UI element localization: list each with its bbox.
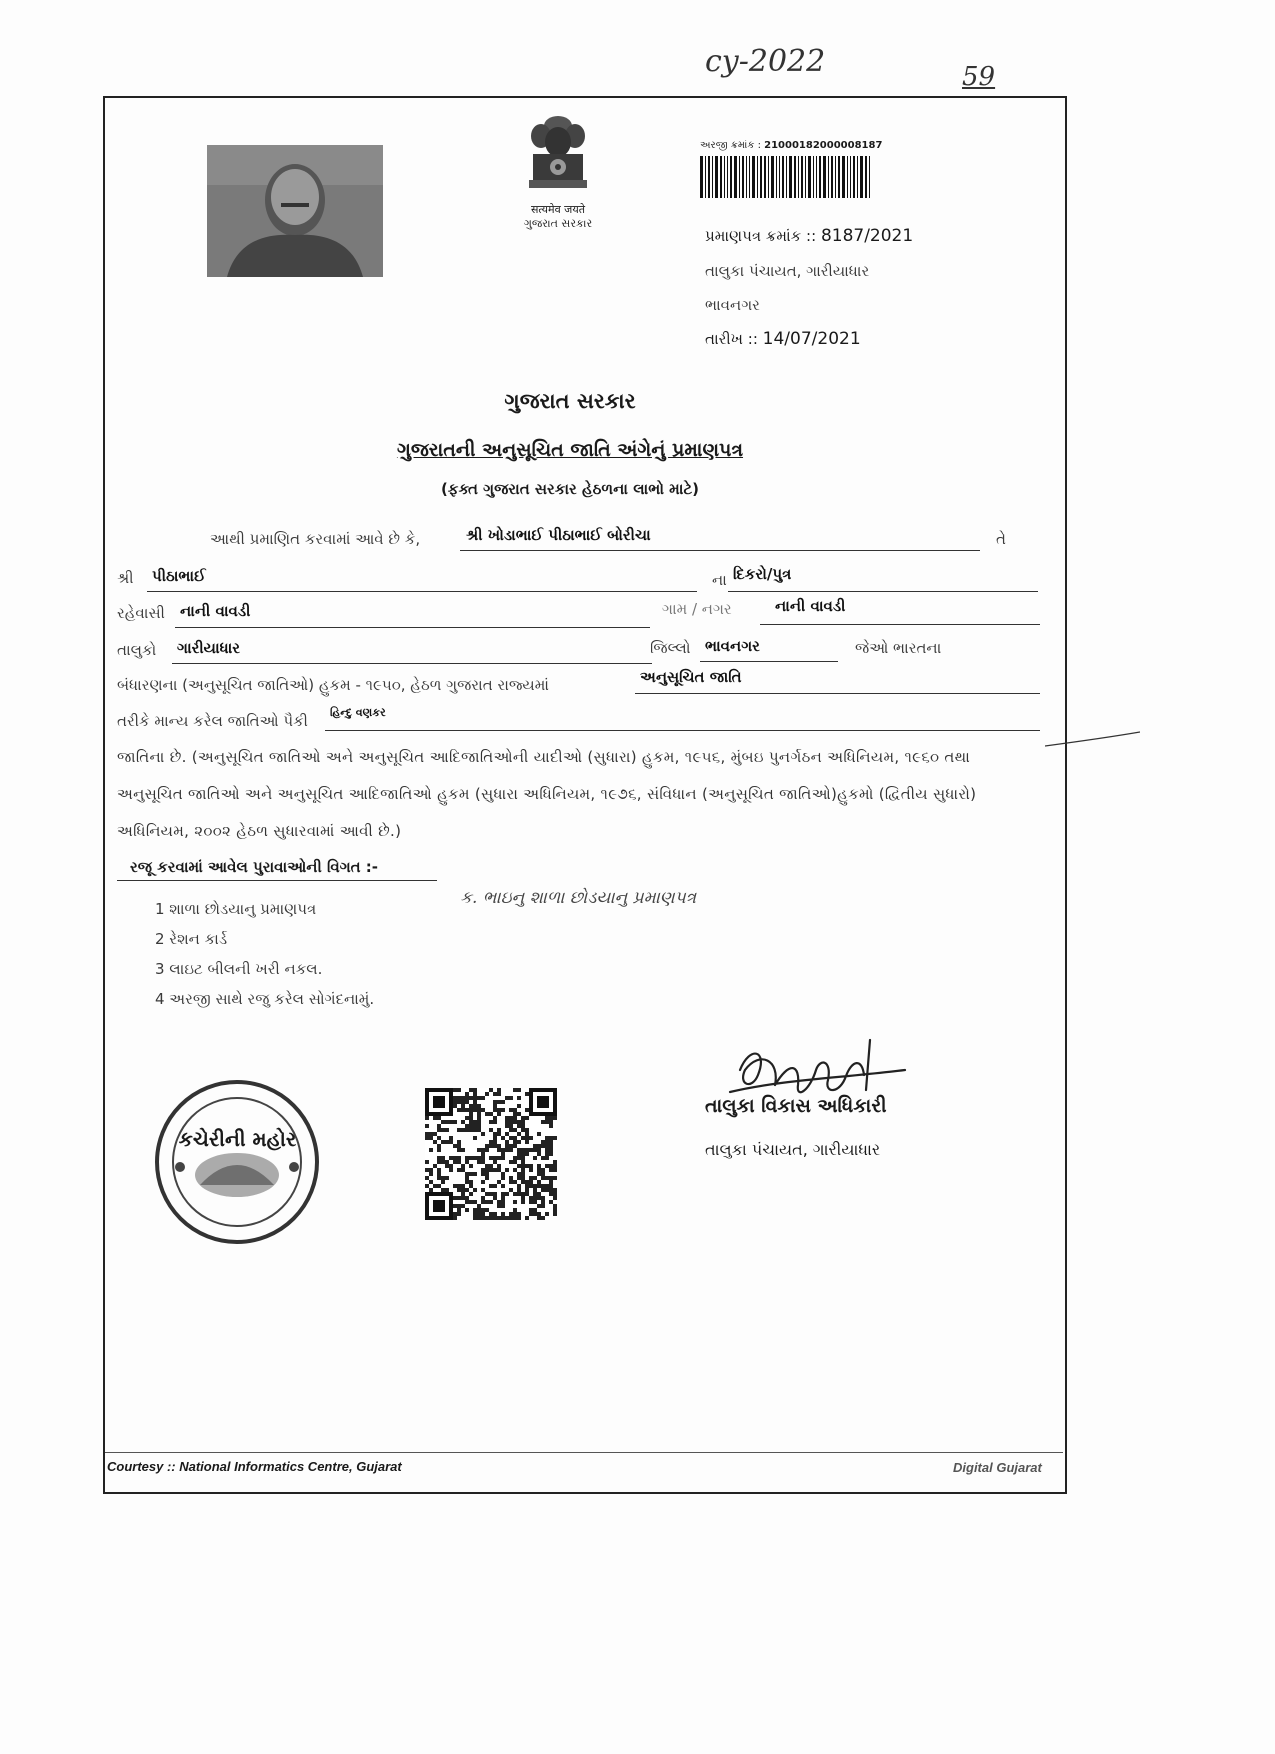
barcode-bar: [727, 156, 728, 198]
village-line: [760, 624, 1040, 625]
barcode-bar: [808, 156, 811, 198]
village-label: ગામ / નગર: [662, 600, 732, 618]
intro-text: આથી પ્રમાણિત કરવામાં આવે છે કે,: [210, 530, 421, 548]
evidence-item-1: 1 શાળા છોડયાનુ પ્રમાણપત્ર: [155, 900, 317, 918]
caste-line: [325, 730, 1040, 731]
legal-paragraph-line-2: અનુસૂચિત જાતિઓ અને અનુસૂચિત આદિજાતિઓ હુકમ (સુધારા અધિનિયમ, ૧૯૭૬, સંવિધાન (અનુસૂચિત જાતિઓ)હુકમો (દ્વિતીય સુધારો): [117, 785, 977, 803]
national-emblem: [508, 112, 608, 242]
page-number: 59: [962, 62, 996, 92]
signatory-title: તાલુકા વિકાસ અધિકારી: [705, 1095, 887, 1117]
margin-mark-icon: [1045, 728, 1140, 758]
barcode-bar: [724, 156, 725, 198]
barcode-bar: [835, 156, 836, 198]
barcode-icon: [700, 156, 912, 198]
certificate-number-label: પ્રમાણપત્ર ક્રમાંક: [705, 227, 802, 245]
barcode-bar: [712, 156, 713, 198]
barcode-bar: [823, 156, 826, 198]
barcode-bar: [705, 156, 706, 198]
barcode-bar: [700, 156, 703, 198]
barcode-bar: [779, 156, 780, 198]
father-name-line: [147, 591, 697, 592]
evidence-heading: રજૂ કરવામાં આવેલ પુરાવાઓની વિગત :-: [130, 858, 379, 876]
government-heading: ગુજરાત સરકાર: [504, 389, 636, 413]
barcode-bar: [734, 156, 737, 198]
district-value: ભાવનગર: [705, 637, 760, 655]
certificate-date-value: 14/07/2021: [762, 329, 861, 349]
barcode-bar: [760, 156, 762, 198]
qr-code: [425, 1088, 557, 1220]
barcode-bar: [739, 156, 740, 198]
resident-label: રહેવાસી: [117, 604, 165, 622]
relation-prefix: ના: [712, 571, 727, 589]
barcode-bar: [838, 156, 840, 198]
application-number-value: 21000182000008187: [764, 140, 883, 151]
barcode-bar: [801, 156, 803, 198]
barcode-bar: [742, 156, 744, 198]
barcode-bar: [794, 156, 796, 198]
barcode-bar: [786, 156, 787, 198]
village-value: નાની વાવડી: [775, 597, 846, 615]
certificate-date-label: તારીખ: [705, 330, 743, 348]
recognized-text: તરીકે માન્ય કરેલ જાતિઓ પૈકી: [117, 712, 308, 730]
barcode-bar: [857, 156, 858, 198]
emblem-caption: ગુજરાત સરકાર: [523, 217, 593, 230]
barcode-bar: [842, 156, 845, 198]
father-prefix: શ્રી: [117, 569, 134, 587]
barcode-bar: [850, 156, 851, 198]
caste-value: હિન્દુ વણકર: [330, 706, 386, 719]
footer-courtesy: Courtesy :: National Informatics Centre, Gujarat: [107, 1459, 402, 1474]
issuing-district: ભાવનગર: [705, 296, 760, 314]
barcode-bar: [749, 156, 750, 198]
seal-text: કચેરીની મહોર: [178, 1127, 297, 1151]
barcode-bar: [730, 156, 732, 198]
barcode-bar: [782, 156, 784, 198]
applicant-name-line: [460, 550, 980, 551]
footer-divider: [105, 1452, 1063, 1453]
certificate-date: [705, 329, 861, 349]
office-seal: [150, 1075, 325, 1250]
evidence-heading-line: [117, 880, 437, 881]
taluka-label: તાલુકો: [117, 641, 157, 659]
evidence-item-3: 3 લાઇટ બીલની ખરી નકલ.: [155, 960, 323, 978]
district-line: [700, 661, 838, 662]
category-line: [635, 693, 1040, 694]
legal-paragraph-line-3: અધિનિયમ, ૨૦૦૨ હેઠળ સુધારવામાં આવી છે.): [117, 822, 402, 840]
barcode-bar: [776, 156, 777, 198]
evidence-item-4: 4 અરજી સાથે રજુ કરેલ સોગંદનામું.: [155, 990, 375, 1008]
relation-line: [728, 591, 1038, 592]
certificate-date-sep: ::: [747, 330, 758, 348]
barcode-bar: [715, 156, 718, 198]
issuing-office: તાલુકા પંચાયત, ગારીયાધાર: [705, 262, 870, 280]
barcode-bar: [828, 156, 829, 198]
resident-line: [175, 627, 650, 628]
office-seal-icon: [150, 1075, 325, 1250]
barcode-bar: [789, 156, 792, 198]
constitution-text: બંધારણના (અનુસૂચિત જાતિઓ) હુકમ - ૧૯૫૦, હેઠળ ગુજરાત રાજ્યમાં: [117, 676, 549, 694]
barcode-bar: [805, 156, 806, 198]
barcode-bar: [708, 156, 710, 198]
footer-brand: Digital Gujarat: [953, 1460, 1042, 1475]
application-number-label: અરજી ક્રમાંક :: [700, 140, 761, 151]
barcode-bar: [847, 156, 848, 198]
taluka-value: ગારીયાધાર: [177, 639, 241, 657]
evidence-item-2: 2 રેશન કાર્ડ: [155, 930, 228, 948]
barcode-bar: [757, 156, 758, 198]
barcode-bar: [860, 156, 863, 198]
certificate-number: [705, 226, 913, 246]
barcode-bar: [853, 156, 855, 198]
barcode-bar: [865, 156, 867, 198]
certificate-number-sep: ::: [806, 227, 817, 245]
applicant-photo: [207, 145, 383, 277]
category-value: અનુસૂચિત જાતિ: [640, 668, 742, 686]
certificate-number-value: 8187/2021: [820, 226, 914, 246]
resident-value: નાની વાવડી: [180, 602, 251, 620]
person-photo-icon: [207, 145, 383, 277]
barcode-bar: [831, 156, 833, 198]
barcode-bar: [764, 156, 766, 198]
applicant-name-suffix: તે: [996, 530, 1006, 548]
barcode-bar: [768, 156, 769, 198]
district-label: જિલ્લો: [650, 639, 691, 657]
legal-paragraph-line-1: જાતિના છે. (અનુસૂચિત જાતિઓ અને અનુસૂચિત આદિજાતિઓની યાદીઓ (સુધારા) હુકમ, ૧૯૫૬, મુંબઇ પુનર્ગઠન અધિનિયમ, ૧૯૬૦ તથા: [117, 748, 971, 766]
applicant-name: શ્રી ખોડાભાઈ પીઠાભાઈ બોરીચા: [466, 526, 651, 544]
barcode-bar: [816, 156, 817, 198]
father-name: પીઠાભાઈ: [152, 567, 206, 585]
barcode-bar: [771, 156, 774, 198]
district-suffix: જેઓ ભારતના: [855, 639, 942, 657]
top-annotation: cy-2022: [705, 44, 826, 79]
barcode-bar: [869, 156, 870, 198]
barcode-bar: [720, 156, 722, 198]
emblem-motto: सत्यमेव जयते: [530, 203, 585, 216]
taluka-line: [172, 663, 652, 664]
barcode-bar: [752, 156, 755, 198]
signatory-office: તાલુકા પંચાયત, ગારીયાધાર: [705, 1140, 881, 1159]
barcode-bar: [746, 156, 747, 198]
application-number: [700, 140, 882, 151]
barcode-bar: [798, 156, 799, 198]
handwritten-note: ક. ભાઇનુ શાળા છોડયાનુ પ્રમાણપત્ર: [460, 888, 697, 908]
certificate-title: ગુજરાતની અનુસૂચિત જાતિ અંગેનું પ્રમાણપત્ર: [396, 439, 744, 461]
certificate-subtitle: (ફક્ત ગુજરાત સરકાર હેઠળના લાભો માટે): [440, 480, 700, 498]
national-emblem-icon: [523, 112, 593, 198]
relation: દિકરો/પુત્ર: [733, 565, 792, 583]
barcode-bar: [813, 156, 814, 198]
barcode-bar: [819, 156, 821, 198]
qr-code-icon: [425, 1088, 557, 1220]
